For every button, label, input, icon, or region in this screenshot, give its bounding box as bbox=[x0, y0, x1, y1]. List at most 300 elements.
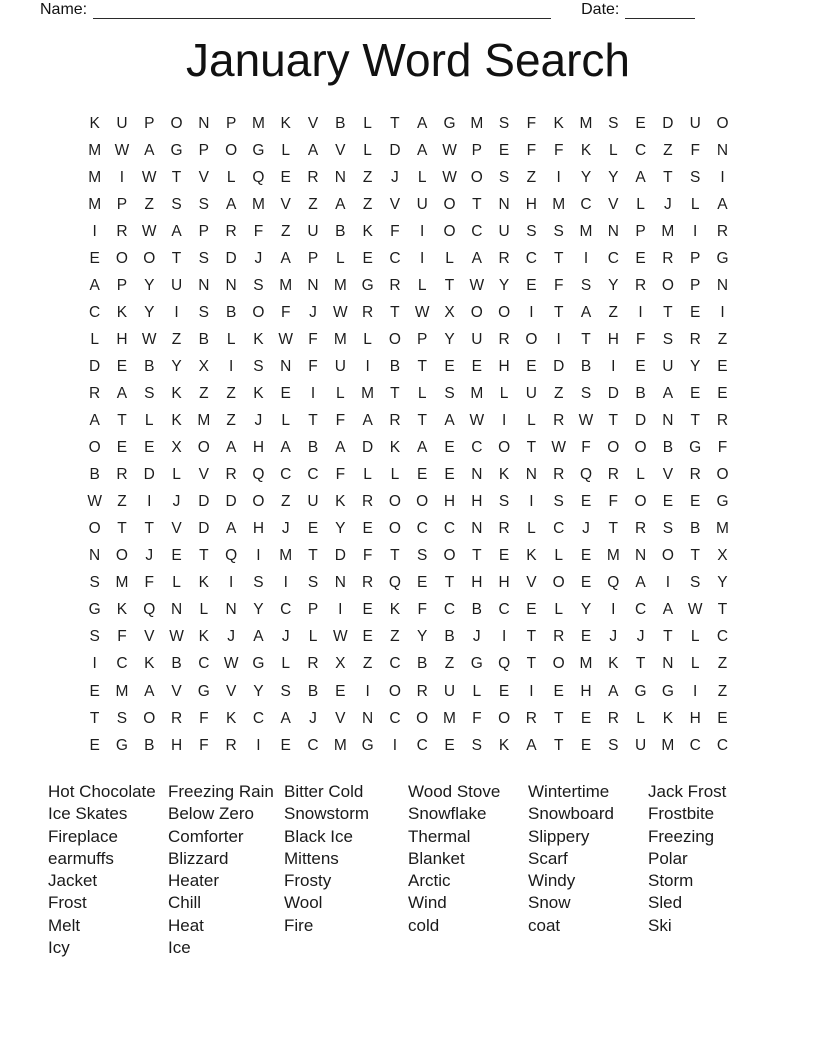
grid-letter: A bbox=[253, 628, 264, 646]
grid-letter: M bbox=[333, 330, 347, 348]
grid-letter: I bbox=[119, 168, 125, 186]
grid-letter: O bbox=[634, 493, 647, 511]
grid-letter: H bbox=[471, 493, 483, 511]
grid-letter: F bbox=[608, 493, 619, 511]
grid-letter: I bbox=[92, 222, 97, 240]
grid-letter: O bbox=[470, 303, 483, 321]
grid-letter: I bbox=[338, 601, 343, 619]
grid-letter: N bbox=[716, 141, 729, 159]
name-date-row bbox=[40, 1, 741, 19]
grid-letter: H bbox=[252, 439, 265, 457]
grid-letter: J bbox=[582, 520, 590, 538]
grid-letter: Z bbox=[444, 655, 455, 673]
grid-letter: F bbox=[417, 601, 427, 619]
grid-letter: C bbox=[634, 141, 647, 159]
grid-letter: F bbox=[308, 330, 318, 348]
grid-letter: S bbox=[553, 222, 564, 240]
grid-letter: U bbox=[307, 222, 319, 240]
grid-letter: R bbox=[607, 709, 619, 727]
grid-letter: S bbox=[526, 222, 537, 240]
grid-letter: D bbox=[634, 412, 647, 430]
grid-letter: S bbox=[608, 114, 619, 132]
grid-letter: T bbox=[472, 547, 482, 565]
word-item: Jack Frost bbox=[648, 782, 727, 801]
word-item: Ski bbox=[648, 915, 672, 935]
grid-letter: I bbox=[365, 682, 370, 700]
grid-letter: O bbox=[498, 709, 511, 727]
grid-letter: I bbox=[283, 574, 288, 592]
grid-letter: Y bbox=[171, 357, 182, 375]
grid-letter: R bbox=[607, 466, 619, 484]
grid-letter: O bbox=[443, 547, 456, 565]
word-item: Hot Chocolate bbox=[48, 782, 156, 801]
grid-letter: F bbox=[335, 466, 346, 484]
grid-letter: O bbox=[197, 439, 210, 457]
grid-letter: C bbox=[307, 736, 319, 754]
grid-letter: M bbox=[88, 168, 102, 186]
grid-letter: A bbox=[225, 195, 237, 213]
word-item: earmuffs bbox=[48, 848, 114, 868]
grid-letter: S bbox=[498, 114, 510, 132]
grid-letter: A bbox=[280, 439, 291, 457]
grid-letter: N bbox=[334, 574, 346, 592]
grid-letter: T bbox=[526, 655, 537, 673]
grid-letter: C bbox=[389, 709, 401, 727]
grid-letter: G bbox=[115, 736, 128, 754]
grid-letter: H bbox=[607, 330, 619, 348]
grid-letter: Q bbox=[143, 601, 156, 619]
grid-letter: O bbox=[443, 222, 456, 240]
grid-letter: J bbox=[145, 547, 154, 565]
grid-letter: C bbox=[580, 195, 592, 213]
grid-letter: U bbox=[662, 357, 674, 375]
grid-letter: L bbox=[690, 195, 700, 213]
grid-letter: O bbox=[443, 195, 456, 213]
word-item: Black Ice bbox=[284, 826, 353, 846]
grid-letter: S bbox=[198, 195, 209, 213]
grid-letter: O bbox=[88, 520, 101, 538]
grid-letter: R bbox=[307, 168, 319, 186]
grid-letter: Z bbox=[226, 412, 236, 430]
grid-letter: T bbox=[199, 547, 209, 565]
grid-letter: M bbox=[279, 276, 293, 294]
grid-letter: A bbox=[116, 384, 128, 402]
grid-letter: O bbox=[143, 249, 156, 267]
word-item: Snowboard bbox=[528, 804, 615, 824]
grid-letter: I bbox=[665, 574, 671, 592]
grid-letter: I bbox=[693, 682, 698, 700]
grid-letter: Y bbox=[444, 330, 455, 348]
grid-letter: I bbox=[420, 222, 425, 240]
grid-letter: U bbox=[116, 114, 128, 132]
grid-letter: K bbox=[389, 601, 401, 619]
grid-letter: Z bbox=[390, 628, 400, 646]
grid-letter: Y bbox=[717, 574, 728, 592]
grid-letter: V bbox=[389, 195, 401, 213]
grid-letter: R bbox=[553, 466, 565, 484]
grid-letter: N bbox=[471, 466, 483, 484]
grid-letter: L bbox=[172, 574, 181, 592]
grid-letter: S bbox=[253, 574, 264, 592]
grid-letter: R bbox=[634, 520, 647, 538]
grid-letter: R bbox=[498, 330, 510, 348]
grid-letter: W bbox=[114, 141, 130, 159]
grid-letter: G bbox=[443, 114, 456, 132]
grid-letter: M bbox=[88, 141, 102, 159]
grid-letter: K bbox=[116, 303, 128, 321]
grid-letter: L bbox=[281, 655, 291, 673]
grid-letter: G bbox=[661, 682, 674, 700]
grid-letter: U bbox=[689, 114, 701, 132]
grid-letter: N bbox=[170, 601, 183, 619]
grid-letter: D bbox=[225, 249, 237, 267]
grid-letter: F bbox=[581, 439, 591, 457]
grid-letter: H bbox=[170, 736, 183, 754]
grid-letter: R bbox=[362, 574, 374, 592]
grid-letter: D bbox=[362, 439, 374, 457]
grid-letter: M bbox=[115, 574, 129, 592]
word-list-column bbox=[168, 781, 284, 959]
grid-letter: Z bbox=[308, 195, 318, 213]
grid-letter: K bbox=[253, 330, 264, 348]
grid-letter: E bbox=[444, 439, 455, 457]
grid-letter: V bbox=[171, 682, 182, 700]
grid-letter: W bbox=[333, 628, 348, 646]
grid-letter: B bbox=[225, 303, 237, 321]
grid-letter: T bbox=[526, 439, 537, 457]
grid-letter: N bbox=[716, 276, 729, 294]
grid-letter: Z bbox=[717, 655, 728, 673]
grid-letter: C bbox=[389, 655, 401, 673]
grid-letter: V bbox=[608, 195, 619, 213]
grid-letter: B bbox=[89, 466, 100, 484]
grid-letter: F bbox=[199, 736, 209, 754]
grid-letter: A bbox=[280, 249, 291, 267]
grid-letter: M bbox=[251, 114, 265, 132]
grid-letter: B bbox=[171, 655, 182, 673]
word-item: Blanket bbox=[408, 848, 465, 868]
grid-letter: G bbox=[689, 439, 702, 457]
grid-letter: C bbox=[198, 655, 210, 673]
grid-letter: S bbox=[280, 682, 291, 700]
grid-letter: D bbox=[389, 141, 401, 159]
word-item: Blizzard bbox=[168, 848, 229, 868]
grid-letter: P bbox=[116, 276, 128, 294]
grid-letter: W bbox=[223, 655, 239, 673]
grid-letter: X bbox=[444, 303, 455, 321]
grid-letter: L bbox=[417, 276, 427, 294]
grid-letter: J bbox=[664, 195, 672, 213]
grid-letter: E bbox=[335, 682, 346, 700]
word-item: Arctic bbox=[408, 871, 451, 891]
grid-letter: G bbox=[361, 276, 374, 294]
grid-letter: O bbox=[552, 574, 565, 592]
word-item: Slippery bbox=[528, 826, 590, 846]
grid-letter: W bbox=[278, 330, 294, 348]
grid-letter: E bbox=[717, 384, 728, 402]
grid-letter: C bbox=[280, 601, 292, 619]
grid-letter: S bbox=[471, 736, 482, 754]
grid-letter: A bbox=[280, 709, 291, 727]
word-item: Thermal bbox=[408, 826, 471, 846]
grid-letter: T bbox=[663, 303, 673, 321]
grid-letter: H bbox=[471, 574, 483, 592]
grid-letter: E bbox=[553, 682, 564, 700]
word-item: Heater bbox=[168, 871, 220, 891]
grid-letter: C bbox=[471, 222, 483, 240]
word-item: Icy bbox=[48, 938, 70, 958]
grid-letter: A bbox=[144, 682, 155, 700]
grid-letter: A bbox=[662, 601, 674, 619]
grid-letter: S bbox=[662, 330, 674, 348]
grid-letter: U bbox=[307, 493, 319, 511]
grid-letter: P bbox=[198, 222, 209, 240]
grid-letter: H bbox=[498, 357, 510, 375]
grid-letter: I bbox=[529, 493, 534, 511]
grid-letter: T bbox=[663, 168, 673, 186]
grid-letter: R bbox=[225, 222, 237, 240]
grid-letter: L bbox=[690, 655, 700, 673]
grid-letter: R bbox=[498, 520, 510, 538]
grid-letter: R bbox=[362, 493, 374, 511]
grid-letter: O bbox=[470, 168, 483, 186]
grid-letter: T bbox=[308, 412, 318, 430]
grid-letter: T bbox=[526, 628, 537, 646]
grid-letter: T bbox=[717, 601, 728, 619]
grid-letter: C bbox=[89, 303, 101, 321]
grid-letter: O bbox=[716, 114, 729, 132]
grid-letter: G bbox=[716, 249, 729, 267]
grid-letter: O bbox=[225, 141, 238, 159]
grid-letter: S bbox=[198, 303, 209, 321]
grid-letter: B bbox=[635, 384, 646, 402]
grid-letter: N bbox=[662, 412, 674, 430]
grid-letter: A bbox=[89, 276, 100, 294]
grid-letter: Q bbox=[252, 466, 265, 484]
grid-letter: M bbox=[443, 709, 456, 727]
grid-letter: N bbox=[662, 655, 674, 673]
grid-letter: K bbox=[608, 655, 619, 673]
grid-letter: Z bbox=[144, 195, 154, 213]
word-list-column bbox=[528, 781, 648, 937]
grid-letter: A bbox=[225, 439, 237, 457]
grid-letter: J bbox=[281, 628, 290, 646]
grid-letter: E bbox=[717, 709, 728, 727]
grid-letter: N bbox=[198, 276, 210, 294]
grid-letter: Z bbox=[663, 141, 673, 159]
grid-letter: W bbox=[578, 412, 594, 430]
grid-letter: E bbox=[444, 466, 455, 484]
grid-letter: F bbox=[635, 330, 646, 348]
grid-letter: N bbox=[198, 114, 210, 132]
grid-letter: O bbox=[416, 709, 429, 727]
grid-letter: T bbox=[444, 574, 455, 592]
grid-letter: O bbox=[634, 439, 647, 457]
grid-letter: O bbox=[388, 682, 401, 700]
grid-letter: R bbox=[89, 384, 101, 402]
word-list-column bbox=[408, 781, 528, 937]
grid-letter: G bbox=[716, 493, 729, 511]
grid-letter: I bbox=[174, 303, 179, 321]
word-item: Fire bbox=[284, 915, 314, 935]
grid-letter: L bbox=[90, 330, 99, 348]
grid-letter: G bbox=[252, 655, 265, 673]
grid-letter: A bbox=[417, 141, 428, 159]
grid-letter: R bbox=[716, 412, 729, 430]
grid-letter: M bbox=[279, 547, 293, 565]
grid-letter: R bbox=[116, 222, 128, 240]
grid-letter: R bbox=[416, 682, 428, 700]
grid-letter: S bbox=[690, 168, 701, 186]
grid-letter: E bbox=[580, 493, 592, 511]
grid-letter: F bbox=[280, 303, 291, 321]
grid-letter: O bbox=[252, 493, 265, 511]
grid-letter: X bbox=[171, 439, 182, 457]
grid-letter: K bbox=[89, 114, 100, 132]
grid-letter: S bbox=[608, 736, 619, 754]
grid-letter: Z bbox=[362, 168, 373, 186]
grid-letter: F bbox=[117, 628, 127, 646]
grid-letter: E bbox=[498, 547, 510, 565]
grid-letter: O bbox=[716, 466, 729, 484]
grid-letter: L bbox=[363, 330, 372, 348]
grid-letter: F bbox=[253, 222, 264, 240]
grid-letter: I bbox=[256, 736, 261, 754]
grid-letter: F bbox=[335, 412, 346, 430]
grid-letter: D bbox=[607, 384, 619, 402]
grid-letter: L bbox=[363, 141, 372, 159]
grid-letter: G bbox=[197, 682, 210, 700]
grid-letter: A bbox=[335, 439, 346, 457]
grid-letter: N bbox=[334, 168, 346, 186]
grid-letter: H bbox=[116, 330, 128, 348]
grid-letter: K bbox=[553, 114, 564, 132]
grid-letter: D bbox=[198, 520, 210, 538]
grid-letter: O bbox=[388, 493, 401, 511]
grid-letter: K bbox=[389, 439, 401, 457]
grid-letter: L bbox=[363, 114, 372, 132]
grid-letter: Y bbox=[498, 276, 510, 294]
grid-letter: A bbox=[608, 682, 619, 700]
grid-letter: P bbox=[635, 222, 646, 240]
grid-letter: E bbox=[171, 547, 182, 565]
grid-letter: H bbox=[443, 493, 456, 511]
word-item: Frostbite bbox=[648, 804, 715, 824]
grid-letter: A bbox=[225, 520, 237, 538]
grid-letter: H bbox=[580, 682, 592, 700]
grid-letter: M bbox=[606, 547, 620, 565]
grid-letter: M bbox=[579, 222, 593, 240]
grid-letter: E bbox=[362, 628, 373, 646]
grid-letter: T bbox=[690, 412, 700, 430]
grid-letter: E bbox=[144, 439, 155, 457]
grid-letter: T bbox=[390, 547, 400, 565]
grid-letter: D bbox=[334, 547, 346, 565]
grid-letter: Y bbox=[253, 601, 264, 619]
grid-letter: S bbox=[662, 520, 674, 538]
grid-letter: R bbox=[307, 655, 319, 673]
grid-letter: K bbox=[225, 709, 237, 727]
grid-letter: A bbox=[417, 114, 428, 132]
grid-letter: M bbox=[552, 195, 566, 213]
grid-letter: U bbox=[416, 195, 428, 213]
grid-letter: H bbox=[498, 574, 510, 592]
grid-letter: F bbox=[144, 574, 154, 592]
grid-letter: R bbox=[116, 466, 128, 484]
grid-letter: E bbox=[690, 493, 701, 511]
grid-letter: J bbox=[254, 412, 263, 430]
grid-letter: J bbox=[609, 628, 618, 646]
grid-letter: S bbox=[253, 357, 264, 375]
grid-letter: Y bbox=[580, 168, 592, 186]
grid-letter: Z bbox=[717, 330, 728, 348]
grid-letter: E bbox=[417, 574, 428, 592]
grid-letter: E bbox=[635, 249, 646, 267]
grid-letter: W bbox=[169, 628, 184, 646]
grid-letter: F bbox=[526, 114, 537, 132]
grid-letter: N bbox=[307, 276, 319, 294]
grid-letter: I bbox=[638, 303, 643, 321]
grid-letter: M bbox=[716, 520, 729, 538]
grid-letter: L bbox=[308, 628, 318, 646]
grid-letter: E bbox=[444, 736, 455, 754]
grid-letter: B bbox=[690, 520, 701, 538]
grid-letter: J bbox=[636, 628, 645, 646]
grid-letter: S bbox=[580, 276, 592, 294]
grid-letter: W bbox=[87, 493, 102, 511]
grid-letter: K bbox=[171, 384, 182, 402]
grid-letter: V bbox=[280, 195, 291, 213]
word-item: Bitter Cold bbox=[284, 782, 364, 801]
grid-letter: G bbox=[170, 141, 183, 159]
grid-letter: R bbox=[170, 709, 183, 727]
grid-letter: C bbox=[689, 736, 701, 754]
grid-letter: E bbox=[471, 357, 482, 375]
grid-letter: S bbox=[198, 249, 209, 267]
grid-letter: Z bbox=[226, 384, 236, 402]
grid-letter: T bbox=[390, 384, 400, 402]
grid-letter: O bbox=[416, 493, 429, 511]
word-item: Ice Skates bbox=[48, 804, 128, 824]
name-label: Name: bbox=[40, 1, 88, 18]
grid-letter: O bbox=[143, 709, 156, 727]
grid-letter: Z bbox=[362, 195, 373, 213]
grid-letter: S bbox=[498, 168, 510, 186]
grid-letter: L bbox=[527, 520, 536, 538]
grid-letter: E bbox=[362, 601, 373, 619]
grid-letter: R bbox=[389, 412, 401, 430]
grid-letter: I bbox=[256, 547, 261, 565]
grid-letter: U bbox=[170, 276, 183, 294]
grid-letter: C bbox=[116, 655, 128, 673]
grid-letter: V bbox=[198, 466, 209, 484]
grid-letter: O bbox=[170, 114, 183, 132]
grid-letter: P bbox=[198, 141, 209, 159]
grid-letter: N bbox=[280, 357, 292, 375]
grid-letter: E bbox=[526, 276, 537, 294]
grid-letter: E bbox=[635, 114, 646, 132]
grid-letter: M bbox=[333, 736, 347, 754]
grid-letter: H bbox=[689, 709, 701, 727]
grid-letter: D bbox=[225, 493, 237, 511]
grid-letter: V bbox=[171, 520, 182, 538]
word-item: Fireplace bbox=[48, 826, 118, 846]
grid-letter: F bbox=[553, 276, 564, 294]
grid-letter: L bbox=[417, 384, 427, 402]
grid-letter: V bbox=[144, 628, 155, 646]
grid-letter: B bbox=[144, 736, 155, 754]
grid-letter: M bbox=[251, 195, 265, 213]
